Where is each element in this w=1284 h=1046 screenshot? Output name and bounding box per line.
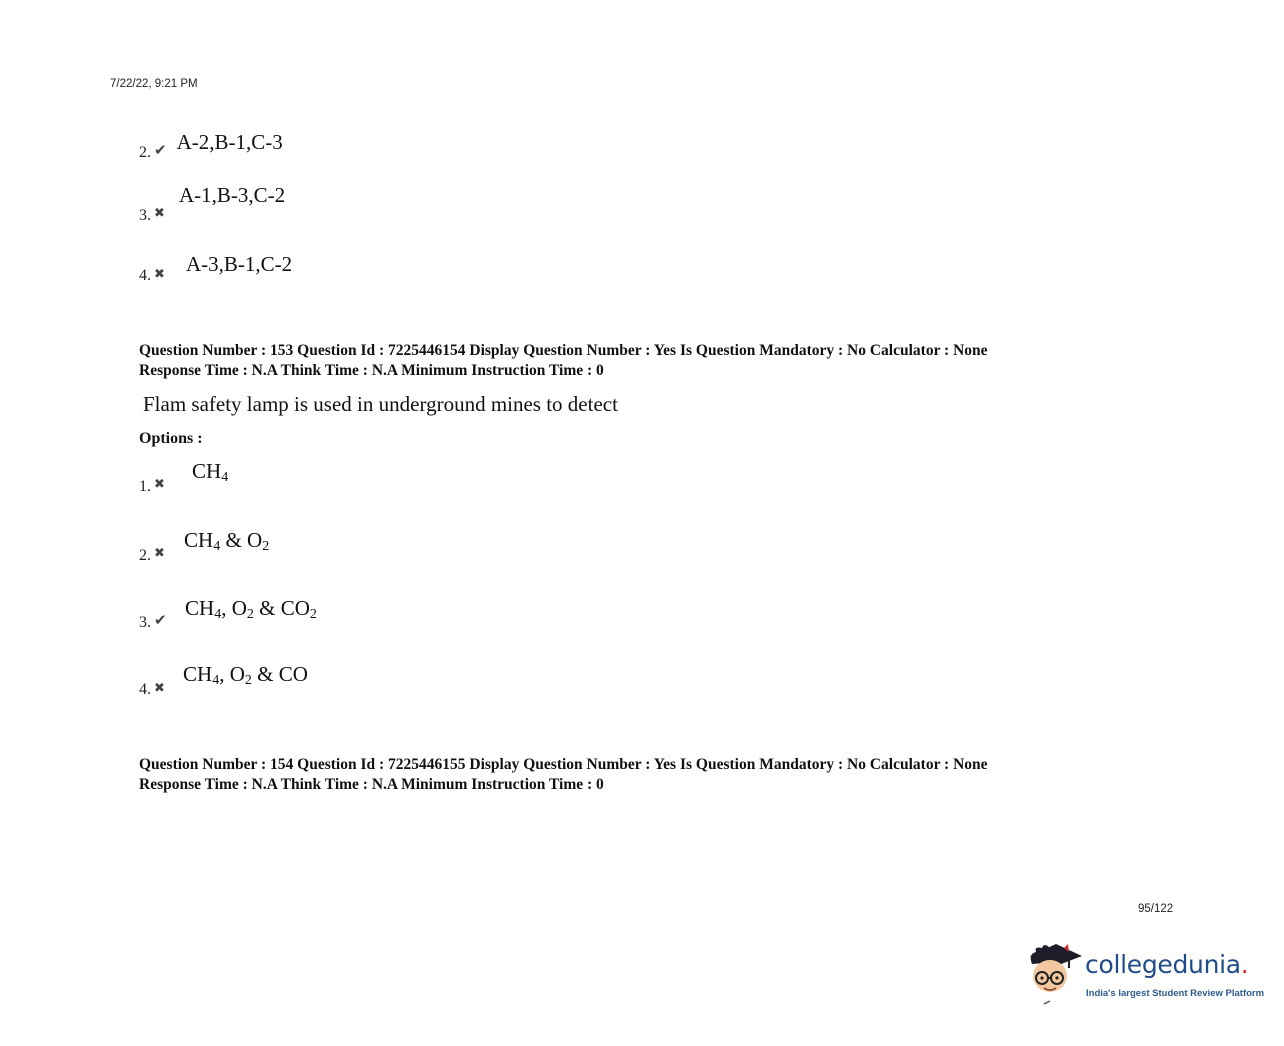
q153-option-1 bbox=[139, 478, 165, 496]
option-number: 3. bbox=[139, 614, 151, 631]
prev-option-3-text: A-1,B-3,C-2 bbox=[179, 183, 286, 207]
option-number: 4. bbox=[139, 267, 151, 284]
wrong-cross-icon: ✖ bbox=[154, 680, 165, 695]
q153-option-1-text: $CH_4$ bbox=[192, 459, 229, 485]
option-text: A-2,B-1,C-3 bbox=[176, 130, 283, 154]
option-number: 4. bbox=[139, 681, 151, 698]
wrong-cross-icon: ✖ bbox=[154, 205, 165, 220]
collegedunia-mascot-logo bbox=[1022, 938, 1084, 1008]
prev-option-3 bbox=[139, 207, 165, 225]
brand-name: collegedunia. bbox=[1085, 950, 1249, 979]
option-number: 2. bbox=[139, 144, 151, 161]
print-timestamp: 7/22/22, 9:21 PM bbox=[110, 78, 198, 90]
correct-check-icon: ✔ bbox=[154, 613, 167, 629]
option-number: 3. bbox=[139, 207, 151, 224]
wrong-cross-icon: ✖ bbox=[154, 266, 165, 281]
meta-line-2: Response Time : N.A Think Time : N.A Minimum Instruction Time : 0 bbox=[139, 361, 604, 379]
q153-option-2 bbox=[139, 547, 165, 565]
page-number: 95/122 bbox=[1138, 903, 1174, 915]
q153-option-3-text: $CH_4$, $O_2$ & $CO_2$ bbox=[185, 596, 317, 622]
meta-line-1: Question Number : 154 Question Id : 7225446155 Display Question Number : Yes Is Question Mandatory : No Calculator : None bbox=[139, 756, 988, 773]
meta-line-1: Question Number : 153 Question Id : 7225446154 Display Question Number : Yes Is Question Mandatory : No Calculator : None bbox=[139, 342, 988, 359]
q153-option-2-text: $CH_4$ & $O_2$ bbox=[184, 528, 270, 554]
prev-option-2 bbox=[139, 130, 283, 161]
q153-option-4-text: $CH_4$, $O_2$ & CO bbox=[183, 662, 308, 688]
option-number: 1. bbox=[139, 478, 151, 495]
options-label: Options : bbox=[139, 430, 203, 447]
correct-check-icon: ✔ bbox=[154, 143, 167, 159]
brand-tagline: India's largest Student Review Platform bbox=[1086, 988, 1265, 999]
meta-line-2: Response Time : N.A Think Time : N.A Minimum Instruction Time : 0 bbox=[139, 775, 604, 793]
brand-dot-icon: . bbox=[1240, 950, 1249, 979]
prev-option-4 bbox=[139, 267, 165, 285]
q153-option-3 bbox=[139, 613, 167, 632]
prev-option-4-text: A-3,B-1,C-2 bbox=[186, 252, 293, 276]
question-153-text: Flam safety lamp is used in underground mines to detect bbox=[143, 392, 618, 416]
question-154-meta bbox=[139, 755, 988, 794]
question-153-meta bbox=[139, 341, 988, 380]
wrong-cross-icon: ✖ bbox=[154, 476, 165, 491]
option-number: 2. bbox=[139, 547, 151, 564]
q153-option-4 bbox=[139, 681, 165, 699]
wrong-cross-icon: ✖ bbox=[154, 545, 165, 560]
